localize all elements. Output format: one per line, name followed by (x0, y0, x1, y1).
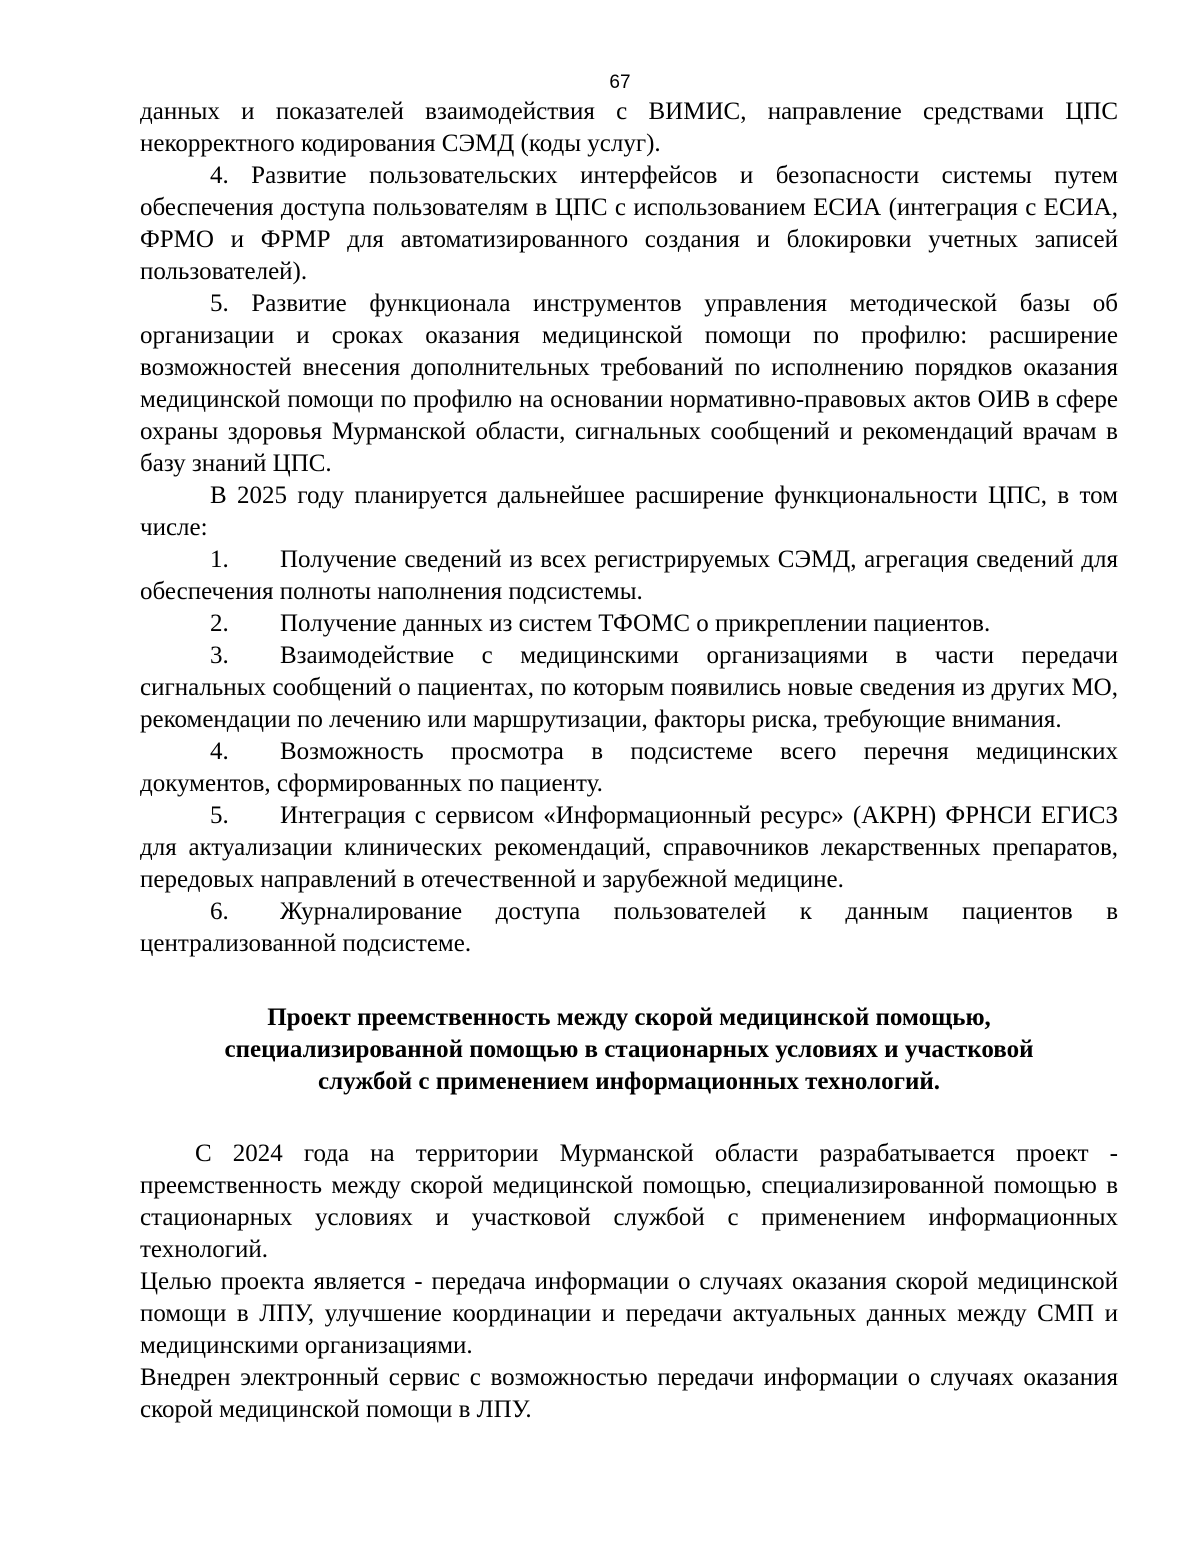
list-item (140, 800, 1118, 896)
document-body (140, 96, 1118, 1426)
list-item-number: 2. (210, 610, 229, 637)
list-item-text: Возможность просмотра в подсистеме всего перечня медицинских документов, сформированных по пациенту. (140, 738, 1118, 797)
list-item-text: Получение сведений из всех регистрируемых СЭМД, агрегация сведений для обеспечения полноты наполнения подсистемы. (140, 546, 1118, 605)
list-item (140, 896, 1118, 960)
list-item-text: Взаимодействие с медицинскими организациями в части передачи сигнальных сообщений о пациентах, по которым появились новые сведения из других МО, рекомендации по лечению или маршрутизации, факторы риска, требующие внимания. (140, 642, 1118, 733)
list-item-number: 6. (210, 898, 229, 925)
list-item (140, 736, 1118, 800)
heading-line: специализированной помощью в стационарных условиях и участковой (224, 1036, 1034, 1063)
page-number: 67 (609, 72, 631, 93)
paragraph-item-5: 5. Развитие функционала инструментов управления методической базы об организации и сроках оказания медицинской помощи по профилю: расширение возможностей внесения дополнительных требований по исполнению порядков оказания медицинской помощи по профилю на основании нормативно-правовых актов ОИВ в сфере охраны здоровья Мурманской области, сигнальных сообщений и рекомендаций врачам в базу знаний ЦПС. (140, 290, 1118, 477)
list-item-number: 3. (210, 642, 229, 669)
paragraph-plan-2025: В 2025 году планируется дальнейшее расширение функциональности ЦПС, в том числе: (140, 482, 1118, 541)
paragraph-service-implemented: Внедрен электронный сервис с возможностью передачи информации о случаях оказания скорой медицинской помощи в ЛПУ. (140, 1364, 1118, 1423)
list-item (140, 640, 1118, 736)
list-item (140, 608, 1118, 640)
list-item (140, 544, 1118, 608)
list-item-text: Получение данных из систем ТФОМС о прикреплении пациентов. (280, 610, 991, 637)
plan-2025-list (140, 544, 1118, 960)
paragraph-project-goal: Целью проекта является - передача информации о случаях оказания скорой медицинской помощи в ЛПУ, улучшение координации и передачи актуальных данных между СМП и медицинскими организациями. (140, 1268, 1118, 1359)
paragraph-project-intro: С 2024 года на территории Мурманской области разрабатывается проект - преемственность между скорой медицинской помощью, специализированной помощью в стационарных условиях и участковой службой с применением информационных технологий. (140, 1140, 1118, 1263)
paragraph-continuation: данных и показателей взаимодействия с ВИМИС, направление средствами ЦПС некорректного кодирования СЭМД (коды услуг). (140, 98, 1118, 157)
list-item-text: Журналирование доступа пользователей к данным пациентов в централизованной подсистеме. (140, 898, 1118, 957)
heading-line: службой с применением информационных технологий. (317, 1068, 941, 1095)
paragraph-item-4: 4. Развитие пользовательских интерфейсов и безопасности системы путем обеспечения доступа пользователям в ЦПС с использованием ЕСИА (интеграция с ЕСИА, ФРМО и ФРМР для автоматизированного создания и блокировки учетных записей пользователей). (140, 162, 1118, 285)
list-item-text: Интеграция с сервисом «Информационный ресурс» (АКРН) ФРНСИ ЕГИСЗ для актуализации клинических рекомендаций, справочников лекарственных препаратов, передовых направлений в отечественной и зарубежной медицине. (140, 802, 1118, 893)
section-heading (140, 1002, 1118, 1098)
list-item-number: 5. (210, 802, 229, 829)
heading-line: Проект преемственность между скорой медицинской помощью, (267, 1004, 991, 1031)
list-item-number: 1. (210, 546, 229, 573)
list-item-number: 4. (210, 738, 229, 765)
